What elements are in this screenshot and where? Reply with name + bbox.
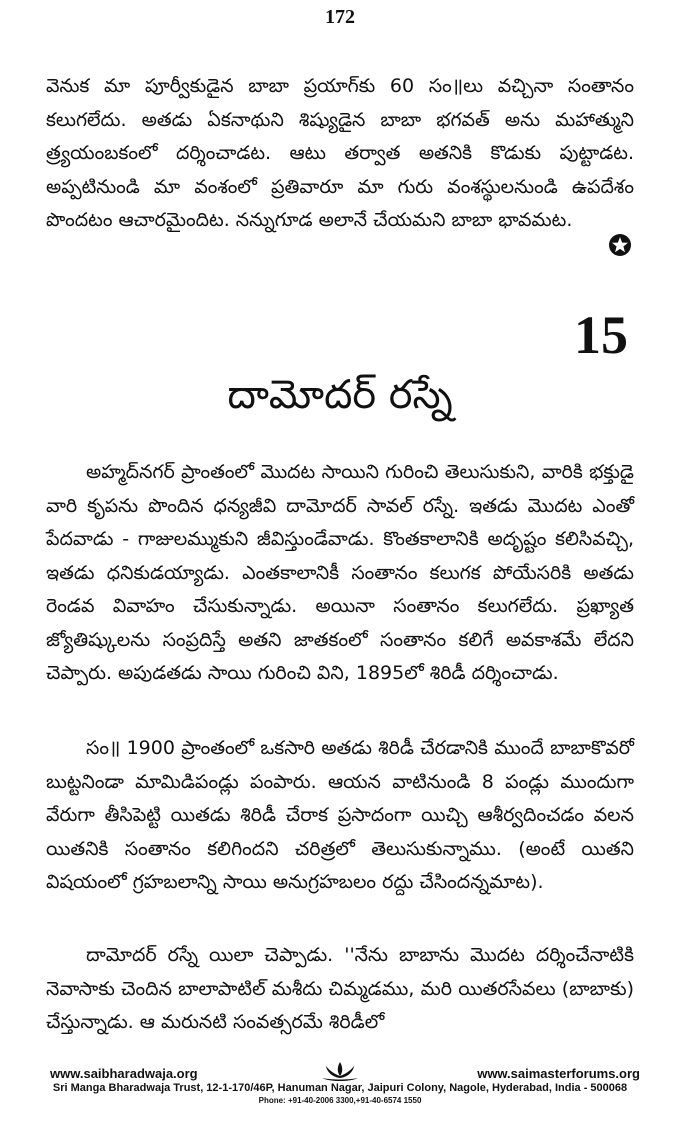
page-number: 172 [325, 6, 355, 28]
body-paragraph: అహ్మద్‌నగర్ ప్రాంతంలో మొదట సాయిని గురించి తెలుసుకుని, వారికి భక్తుడై వారి కృపను పొందిన ధన్యజీవి దామోదర్ సావల్ రస్నే. ఇతడు మొదట ఎంతో పేదవాడు - గాజులమ్ముకుని జీవిస్తుండేవాడు. కొంతకాలానికి అదృష్టం కలిసివచ్చి, ఇతడు ధనికుడయ్యాడు. ఎంతకాలానికీ సంతానం కలుగక పోయేసరికి అతడు రెండవ వివాహం చేసుకున్నాడు. అయినా సంతానం కలుగలేదు. ప్రఖ్యాత జ్యోతిష్కులను సంప్రదిస్తే అతని జాతకంలో సంతానం కలిగే అవకాశమే లేదని చెప్పారు. అపుడతడు సాయి గురించి విని, 1895లో శిరిడీ దర్శించాడు. [46, 461, 634, 684]
lotus-ornament-icon [318, 1060, 362, 1084]
body-paragraph: దామోదర్ రస్నే యిలా చెప్పాడు. ''నేను బాబాను మొదట దర్శించేనాటికి నెవాసాకు చెందిన బాలాపాటిల్ మశీదు చిమ్మడము, మరి యితరసేవలు (బాబాకు) చేస్తున్నాడు. ఆ మరునటి సంవత్సరమే శిరిడీలో [46, 944, 634, 1033]
footer-website-link[interactable]: www.saibharadwaja.org [50, 1066, 198, 1081]
intro-paragraph: వెనుక మా పూర్వీకుడైన బాబా ప్రయాగ్‌కు 60 సం॥లు వచ్చినా సంతానం కలుగలేదు. అతడు ఏకనాథుని శిష్యుడైన బాబా భగవత్ అను మహాత్ముని త్ర్యయంబకంలో దర్శించాడట. ఆటు తర్వాత అతనికి కొడుకు పుట్టాడట. అప్పటినుండి మా వంశంలో ప్రతివారూ మా గురు వంశస్థులనుండి ఉపదేశం పొందటం ఆచారమైందిట. నన్నుగూడ అలానే చేయమని బాబా భావమట. [46, 75, 634, 231]
footer-phone: Phone: +91-40-2006 3300,+91-40-6574 1550 [258, 1096, 422, 1105]
footer-forum-link[interactable]: www.saimasterforums.org [477, 1066, 640, 1081]
body-paragraph: సం॥ 1900 ప్రాంతంలో ఒకసారి అతడు శిరిడీ చేరడానికి ముందే బాబాకొవరో బుట్టనిండా మామిడిపండ్లు పంపారు. ఆయన వాటినుండి 8 పండ్లు ముందుగా వేరుగా తీసిపెట్టి యితడు శిరిడీ చేరాక ప్రసాదంగా యిచ్చి ఆశీర్వదించడం వలన యితనికి సంతానం కలిగిందని చరిత్రలో తెలుసుకున్నాము. (అంటే యితని విషయంలో గ్రహబలాన్ని సాయి అనుగ్రహబలం రద్దు చేసిందన్నమాట). [46, 737, 634, 893]
star-in-circle-icon [608, 233, 632, 257]
chapter-title: దామోదర్ రస్నే [227, 372, 453, 418]
footer-address: Sri Manga Bharadwaja Trust, 12-1-170/46P, Hanuman Nagar, Jaipuri Colony, Nagole, Hyderabad, India - 500068 [52, 1082, 628, 1094]
chapter-number: 15 [574, 305, 628, 365]
